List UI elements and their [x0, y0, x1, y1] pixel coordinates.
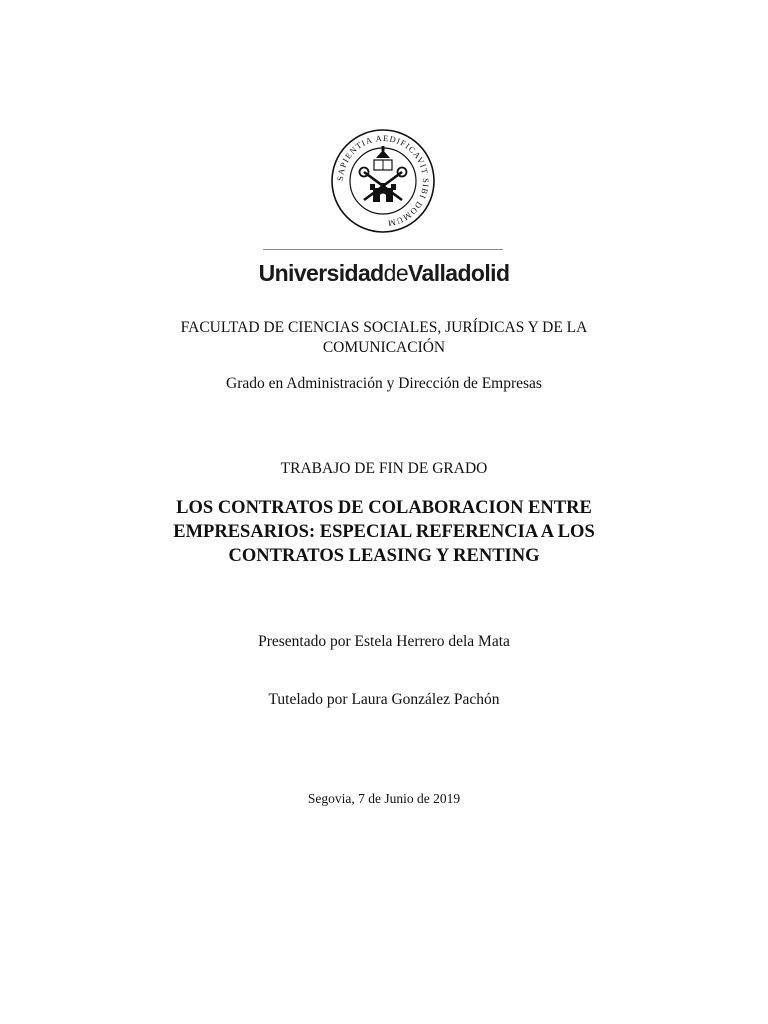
university-wordmark — [0, 258, 768, 288]
presented-by: Presentado por Estela Herrero dela Mata — [258, 633, 510, 650]
place-and-date: Segovia, 7 de Junio de 2019 — [307, 791, 461, 806]
seal-inscription: SAPIENTIA AEDIFICAVIT SIBI DOMUM — [335, 133, 431, 228]
degree-name: Grado en Administración y Dirección de Empresas — [226, 375, 542, 392]
faculty-line-1: FACULTAD DE CIENCIAS SOCIALES, JURÍDICAS Y DE LA — [180, 319, 588, 336]
faculty-name — [0, 318, 768, 358]
wordmark-part-de: de — [383, 260, 409, 286]
tutored-by: Tutelado por Laura González Pachón — [268, 691, 500, 708]
faculty-line-2: COMUNICACIÓN — [322, 339, 446, 356]
thesis-title-line-2: EMPRESARIOS: ESPECIAL REFERENCIA A LOS — [173, 522, 595, 542]
work-type: TRABAJO DE FIN DE GRADO — [280, 460, 488, 477]
thesis-title — [0, 496, 768, 568]
university-seal-icon — [330, 128, 436, 234]
wordmark-part-valladolid: Valladolid — [408, 260, 510, 286]
thesis-title-line-3: CONTRATOS LEASING Y RENTING — [228, 546, 540, 566]
divider-rule — [263, 249, 503, 250]
thesis-title-line-1: LOS CONTRATOS DE COLABORACION ENTRE — [176, 498, 592, 518]
wordmark-part-universidad: Universidad — [258, 260, 384, 286]
